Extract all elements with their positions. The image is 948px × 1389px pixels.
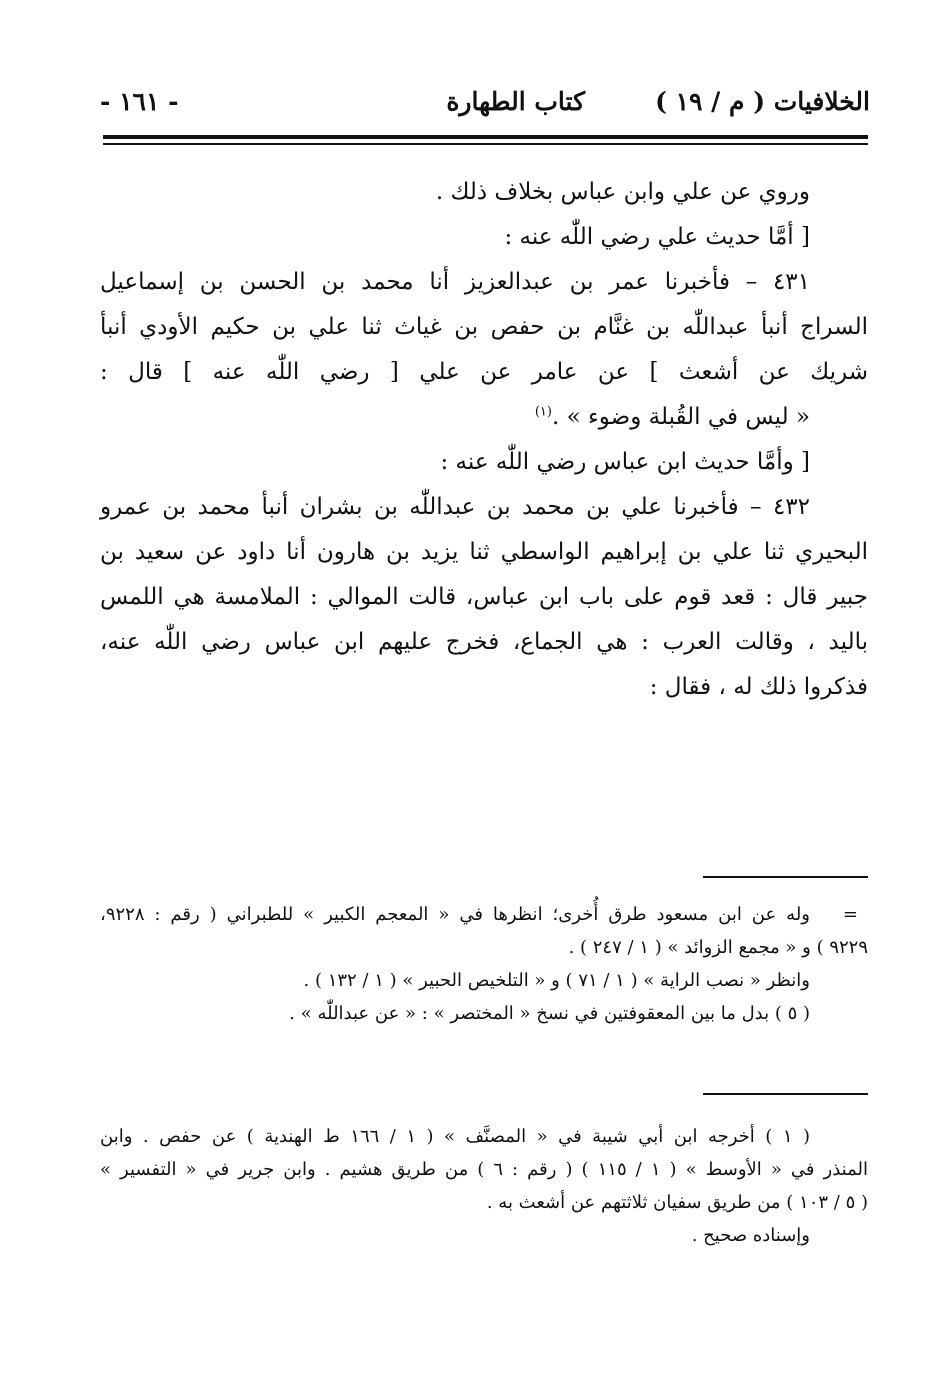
footnote-line: ( ٥ ) بدل ما بين المعقوفتين في نسخ « المختصر » : « عن عبداللّٰه » . bbox=[289, 1003, 810, 1024]
continued-footnotes bbox=[100, 898, 868, 1030]
footnote-separator bbox=[703, 876, 868, 878]
text-line: السراج أنبأ عبداللّٰه بن غنَّام بن حفص بن غياث ثنا علي بن حكيم الأودي أنبأ bbox=[100, 314, 868, 340]
quoted-hadith: « ليس في القُبلة وضوء » . bbox=[551, 404, 810, 430]
quoted-hadith-line bbox=[100, 395, 868, 440]
footnote-line: ( ٥ / ١٠٣ ) من طريق سفيان ثلاثتهم عن أشعث به . bbox=[486, 1192, 868, 1213]
text-line: وروي عن علي وابن عباس بخلاف ذلك . bbox=[435, 179, 810, 205]
header-rule-thin bbox=[103, 143, 868, 145]
main-text bbox=[100, 170, 868, 710]
footnote-separator bbox=[703, 1093, 868, 1095]
text-line: جبير قال : قعد قوم على باب ابن عباس، قالت الموالي : الملامسة هي اللمس bbox=[100, 584, 868, 610]
footnote-line: ( ١ ) أخرجه ابن أبي شيبة في « المصنَّف » ( ١ / ١٦٦ ط الهندية ) عن حفص . وابن bbox=[100, 1126, 810, 1147]
hadith-431-line: ٤٣١ – فأخبرنا عمر بن عبدالعزيز أنا محمد بن الحسن بن إسماعيل bbox=[100, 269, 810, 295]
footnote-line: =وله عن ابن مسعود طرق أُخرى؛ انظرها في « المعجم الكبير » للطبراني ( رقم : ٩٢٢٨، bbox=[100, 898, 868, 931]
footnote-line: المنذر في « الأوسط » ( ١ / ١١٥ ) ( رقم : ٦ ) من طريق هشيم . وابن جرير في « التفسير » bbox=[100, 1159, 869, 1180]
hadith-432-line: ٤٣٢ – فأخبرنا علي بن محمد بن عبداللّٰه بن بشران أنبأ محمد بن عمرو bbox=[100, 494, 810, 520]
header-rule-thick bbox=[103, 135, 868, 139]
continuation-marker: = bbox=[842, 904, 858, 925]
page-number: - ١٦١ - bbox=[100, 87, 179, 116]
chapter-title: كتاب الطهارة bbox=[446, 87, 585, 116]
footnote-line: ٩٢٢٩ ) و « مجمع الزوائد » ( ١ / ٢٤٧ ) . bbox=[568, 937, 868, 958]
footnote-line: وانظر « نصب الراية » ( ١ / ٧١ ) و « التلخيص الحبير » ( ١ / ١٣٢ ) . bbox=[303, 970, 810, 991]
footnote-line: وإسناده صحيح . bbox=[691, 1225, 810, 1246]
text-line: البحيري ثنا علي بن إبراهيم الواسطي ثنا يزيد بن هارون أنا داود عن سعيد بن bbox=[100, 539, 868, 565]
section-heading: [ أمَّا حديث علي رضي اللّٰه عنه : bbox=[504, 224, 810, 250]
text-line: باليد ، وقالت العرب : هي الجماع، فخرج عليهم ابن عباس رضي اللّٰه عنه، bbox=[100, 629, 868, 655]
text-line: شريك عن أشعث ] عن عامر عن علي [ رضي اللّٰه عنه ] قال : bbox=[100, 359, 868, 385]
footnote-ref: (١) bbox=[534, 404, 552, 420]
page-header bbox=[100, 82, 870, 122]
text-line: فذكروا ذلك له ، فقال : bbox=[649, 674, 868, 700]
page-footnotes bbox=[100, 1120, 868, 1252]
running-title: الخلافيات ( م / ١٩ ) bbox=[655, 87, 870, 116]
section-heading: [ وأمَّا حديث ابن عباس رضي اللّٰه عنه : bbox=[440, 449, 810, 475]
